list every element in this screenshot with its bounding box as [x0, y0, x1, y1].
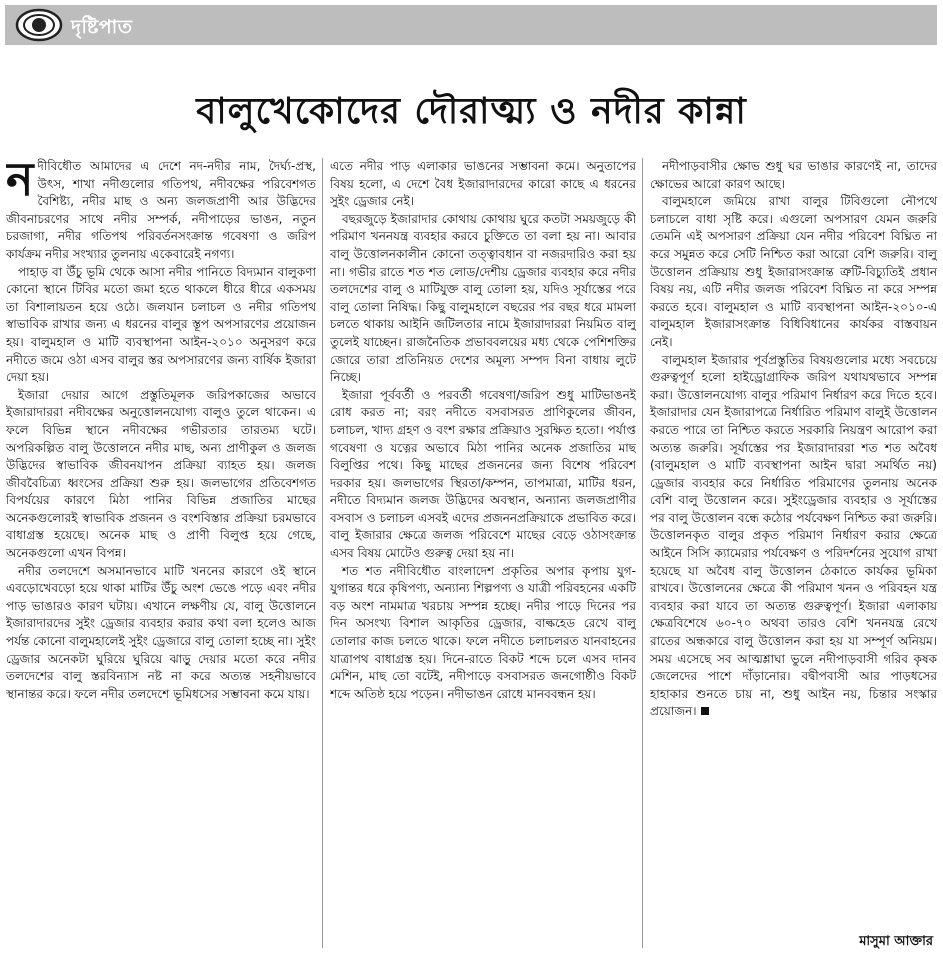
- article-column-3: [650, 158, 937, 918]
- eye-icon: [15, 8, 63, 42]
- article-headline: বালুখেকোদের দৌরাত্ম্য ও নদীর কান্না: [196, 91, 747, 132]
- article-paragraph: নদীপাড়বাসীর ক্ষোভ শুধু ঘর ভাঙার কারণেই না, তাদের ক্ষোভের আরো কারণ আছে।: [650, 159, 937, 191]
- article-paragraph: বালুমহালে জমিয়ে রাখা বালুর টিবিগুলো নৌপথে চলাচলে বাধা সৃষ্টি করে। এগুলো অপসারণ যেমন জরুরি তেমনি এই অপসারণ প্রক্রিয়া যেন নদীর পরিবেশ বিঘ্নিত না করে সমুন্নত করে সেটি নিশ্চিত করা আরো বেশি জরুরি। বালু উত্তোলন প্রক্রিয়ায় শুধু ইজারাসংক্রান্ত ত্রুটি-বিচ্যুতিই প্রধান বিষয় নয়, এটি নদীর জলজ পরিবেশ বিঘ্নিত না করে সম্পন্ন করতে হবে। বালুমহাল ও মাটি ব্যবস্থাপনা আইন-২০১০-এ বালুমহাল ইজারাসংক্রান্ত বিধিবিধানের কার্যকর বাস্তবায়ন নেই।: [650, 194, 937, 349]
- article-paragraph: নদীবিধৌত আমাদের এ দেশে নদ-নদীর নাম, দৈর্ঘ্য-প্রস্থ, উৎস, শাখা নদীগুলোর গতিপথ, নদীবক্ষের পরিবেশগত বৈশিষ্ট্য, নদীর মাছ ও অন্য জলজপ্রাণী আর উদ্ভিদের জীবনাচরণের সাথে নদীর সম্পর্ক, নদীপাড়ের ভাঙন, নতুন চরজাগা, নদীর গতিপথ পরিবর্তনসংক্রান্ত গবেষণা ও জরিপ কার্যক্রম নদীর সংখ্যার তুলনায় একেবারেই নগণ্য।: [6, 158, 316, 261]
- article-paragraph: শত শত নদীবিধৌত বাংলাদেশ প্রকৃতির অপার কৃপায় যুগ-যুগান্তর ধরে কৃষিপণ্য, অন্যান্য শিল্পপণ্য ও যাত্রী পরিবহনের একটি বড় অংশ নামমাত্র খরচায় সম্পন্ন হচ্ছে। নদীর পাড়ে দিনের পর দিন অসংখ্য বিশাল আকৃতির ড্রেজার, বাল্কহেড রেখে বালু তোলার কাজ চলতে থাকে। ফলে নদীতে চলাচলরত যানবাহনের যাত্রাপথ বাধাগ্রস্ত হয়। দিনে-রাতে বিকট শব্দে চলে এসব দানব মেশিন, মাছ তো বটেই, নদীপাড়ে বসবাসরত জনগোষ্ঠীও বিকট শব্দে অতিষ্ঠ হয়ে পড়েন। নদীভাঙন রোধে মানববন্ধন হয়।: [330, 563, 636, 701]
- article-paragraph: বছরজুড়ে ইজারাদার কোথায় কোথায় ঘুরে কতটা সময়জুড়ে কী পরিমাণ খননযন্ত্র ব্যবহার করবে চুক্তিতে তা বলা হয় না। আবার বালু উত্তোলনকালীন কোনো তত্ত্বাবধান বা নজরদারিও করা হয় না। গভীর রাতে শত শত লোড/দেশীয় ড্রেজার ব্যবহার করে নদীর তলদেশের বালু ও মাটিযুক্ত বালু তোলা হয়, যদিও সূর্যাস্তের পরে বালু তোলা নিষিদ্ধ। কিছু বালুমহালে বছরের পর বছর ধরে মামলা চলতে থাকায় আইনি জটিলতার নামে ইজারাদাররা নিয়মিত বালু তুলেই যাচ্ছেন। রাজনৈতিক প্রভাববলয়ের মধ্য থেকে পেশিশক্তির জোরে তারা প্রতিনিয়ত দেশের অমূল্য সম্পদ বিনা বাধায় লুটে নিচ্ছে।: [330, 211, 636, 385]
- article-paragraph: নদীর তলদেশে অসমানভাবে মাটি খননের কারণে ওই স্থানে এবড়োখেবড়ো হয়ে থাকা মাটির উঁচু অংশ ভেঙে পড়ে এবং নদীর পাড় ভাঙারও কারণ ঘটায়। এখানে লক্ষণীয় যে, বালু উত্তোলনে ইজারাদারদের সুইং ড্রেজার ব্যবহার করার কথা বলা হলেও আজ পর্যন্ত কোনো বালুমহালেই সুইং ড্রেজারে বালু তোলা হচ্ছে না। সুইং ড্রেজার অনেকটা ঘুরিয়ে ঘুরিয়ে ঝাড়ু দেয়ার মতো করে নদীর তলদেশের বালু স্তরবিন্যাস নষ্ট না করে অত্যন্ত সহনীয়ভাবে স্থানান্তর করে। ফলে নদীর তলদেশে ভূমিধসের সম্ভাবনা কমে যায়।: [6, 563, 316, 701]
- article-column-2: [330, 158, 636, 958]
- end-mark-icon: [701, 707, 709, 715]
- article-column-1: [6, 158, 316, 956]
- article-paragraph: বালুমহাল ইজারার পূর্বপ্রস্তুতির বিষয়গুলোর মধ্যে সবচেয়ে গুরুত্বপূর্ণ হলো হাইড্রোগ্রাফিক জরিপ যথাযথভাবে সম্পন্ন করা। উত্তোলনযোগ্য বালুর পরিমাণ নির্ধারণ করে দিতে হবে। ইজারাদার যেন ইজারাপত্রে নির্ধারিত পরিমাণ বালুই উত্তোলন করতে পারে তা নিশ্চিত করতে সরকারি নিয়ন্ত্রণ আরোপ করা অত্যন্ত জরুরি। সূর্যাস্তের পর ইজারাদাররা শত শত অবৈধ (বালুমহাল ও মাটি ব্যবস্থাপনা আইন দ্বারা সমর্থিত নয়) ড্রেজার ব্যবহার করে নির্ধারিত পরিমাণের তুলনায় অনেক বেশি বালু উত্তোলন করে। সুইংড্রেজার ব্যবহার ও সূর্যাস্তের পর বালু উত্তোলন বন্ধে কঠোর পর্যবেক্ষণ নিশ্চিত করা জরুরি। উত্তোলনকৃত বালুর প্রকৃত পরিমাণ নির্ধারণ করার ক্ষেত্রে আইনে সিসি ক্যামেরার পর্যবেক্ষণ ও পরিদর্শনের সুযোগ রাখা হয়েছে যা অবৈধ বালু উত্তোলন ঠেকাতে কার্যকর ভূমিকা রাখবে। উত্তোলনের ক্ষেত্রে কী পরিমাণ খনন ও পরিবহন যন্ত্র ব্যবহার করা যাবে তা অত্যন্ত গুরুত্বপূর্ণ। ইজারা এলাকায় ক্ষেত্রবিশেষে ৬০-৭০ অথবা তারও বেশি খননযন্ত্র রেখে রাতের অন্ধকারে বালু উত্তোলন করা হয় যা সম্পূর্ণ অনিয়ম। সময় এসেছে সব আত্মশ্লাঘা ভুলে নদীপাড়বাসী গরিব কৃষক জেলেদের পাশে দাঁড়ানোর। বদ্বীপবাসী আর পাড়ধসের হাহাকার শুনতে চায় না, শুধু আইন নয়, চিন্তার সংস্কার প্রয়োজন।: [650, 352, 937, 719]
- column-divider: [642, 158, 643, 948]
- column-divider: [322, 158, 323, 948]
- section-header-bar: [5, 5, 937, 45]
- article-paragraph: ইজারা দেয়ার আগে প্রস্তুতিমূলক জরিপকাজের অভাবে ইজারাদাররা নদীবক্ষের অনুত্তোলনযোগ্য বালুও তুলে থাকেন। এ ফলে বিভিন্ন স্থানে নদীবক্ষের গভীরতার তারতম্য ঘটে। অপরিকল্পিত বালু উত্তোলনে নদীর মাছ, অন্য প্রাণীকুল ও জলজ উদ্ভিদের স্বাভাবিক জীবনযাপন প্রক্রিয়া ব্যাহত হয়। জলজ জীববৈচিত্র্য ধ্বংসের প্রক্রিয়া শুরু হয়। জলভাগের প্রতিবেশগত বিপর্যয়ের কারণে মিঠা পানির বিভিন্ন প্রজাতির মাছের অনেকগুলোরই স্বাভাবিক প্রজনন ও বংশবিস্তার প্রক্রিয়া চরমভাবে বাধাগ্রস্ত হয়েছে। অনেক মাছ ও প্রাণী বিলুপ্ত হয়ে গেছে, অনেকগুলো এখন বিপন্ন।: [6, 387, 316, 561]
- drop-cap: ন: [6, 158, 34, 206]
- article-paragraph: ইজারা পূর্ববর্তী ও পরবর্তী গবেষণা/জরিপ শুধু মাটিভাঙনই রোধ করত না; বরং নদীতে বসবাসরত প্রাণিকুলের জীবন, চলাচল, খাদ্য গ্রহণ ও বংশ রক্ষার প্রক্রিয়াও সুরক্ষিত হতো। পর্যাপ্ত গবেষণা ও যত্নের অভাবে মিঠা পানির অনেক প্রজাতির মাছ বিলুপ্তির পথে। কিছু মাছের প্রজননের জন্য বিশেষ পরিবেশ দরকার হয়। জলভাগের স্থিরতা/কম্পন, তাপমাত্রা, মাটির ধরন, নদীতে বিদ্যমান জলজ উদ্ভিদের অবস্থান, অন্যান্য জলজপ্রাণীর বসবাস ও চলাচল এসবই এদের প্রজননপ্রক্রিয়াকে প্রভাবিত করে। বালু ইজারার ক্ষেত্রে জলজ পরিবেশে মাছের বেড়ে ওঠাসংক্রান্ত এসব বিষয় মোটেও গুরুত্ব দেয়া হয় না।: [330, 387, 636, 561]
- article-paragraph: পাহাড় বা উঁচু ভূমি থেকে আসা নদীর পানিতে বিদ্যমান বালুকণা কোনো স্থানে টিবির মতো জমা হতে থাকলে ধীরে ধীরে একসময় তা বিশালায়তন হয়ে ওঠে। জলযান চলাচল ও নদীর গতিপথ স্বাভাবিক রাখার জন্য এ ধরনের বালুর স্তূপ অপসারণের প্রয়োজন হয়। বালুমহাল ও মাটি ব্যবস্থাপনা আইন-২০১০ অনুসরণ করে নদীতে জমে ওঠা এসব বালুর স্তর অপসারণের জন্য বার্ষিক ইজারা দেয়া হয়।: [6, 264, 316, 385]
- author-byline: মাসুমা আক্তার: [859, 934, 933, 949]
- section-label: দৃষ্টিপাত: [71, 16, 133, 38]
- article-paragraph: এতে নদীর পাড় এলাকার ভাঙনের সম্ভাবনা কমে। অনুতাপের বিষয় হলো, এ দেশে বৈধ ইজারাদারদের কারো কাছে এ ধরনের সুইং ড্রেজার নেই।: [330, 159, 636, 209]
